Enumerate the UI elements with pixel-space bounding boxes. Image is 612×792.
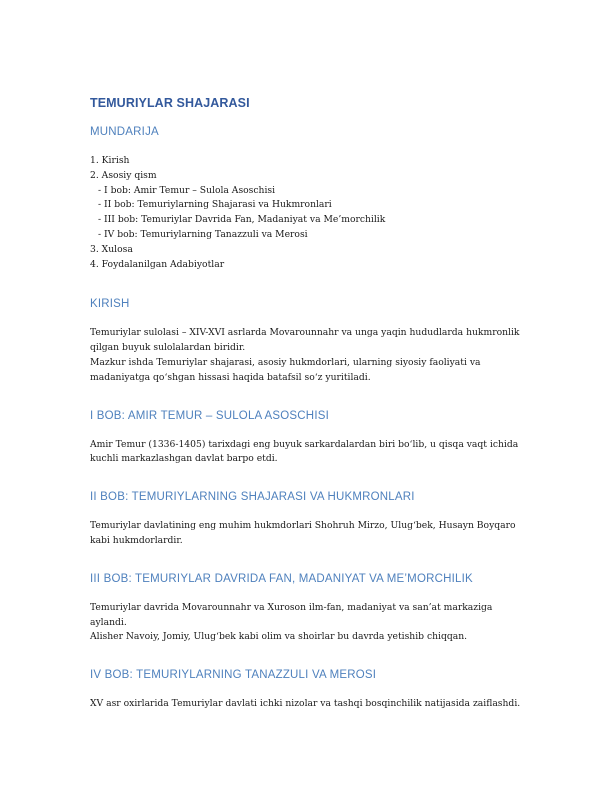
section-line: kabi hukmdorlardir. [90,534,183,546]
section-heading: III BOB: TEMURIYLAR DAVRIDA FAN, MADANIYAT VA ME’MORCHILIK [90,572,473,585]
section-line: Alisher Navoiy, Jomiy, Ulug‘bek kabi olim va shoirlar bu davrda yetishib chiqqan. [90,631,468,643]
section-heading: IV BOB: TEMURIYLARNING TANAZZULI VA MEROSI [90,669,377,682]
contents-heading: MUNDARIJA [90,126,159,138]
section-kirish [90,298,530,385]
toc-item: - I bob: Amir Temur – Sulola Asoschisi [98,184,276,196]
section-heading: II BOB: TEMURIYLARNING SHAJARASI VA HUKMRONLARI [90,491,415,504]
document-title: TEMURIYLAR SHAJARASI [90,96,250,110]
toc-item: 1. Kirish [90,155,130,166]
toc-item: 2. Asosiy qism [90,169,157,181]
section-bob-4 [90,669,530,712]
section-bob-1 [90,410,530,468]
section-line: Temuriylar davlatining eng muhim hukmdorlari Shohruh Mirzo, Ulug‘bek, Husayn Boyqaro [90,520,516,532]
section-line: madaniyatga qo‘shgan hissasi haqida batafsil so‘z yuritiladi. [90,371,371,383]
section-line: Amir Temur (1336-1405) tarixdagi eng buyuk sarkardalardan biri bo‘lib, u qisqa vaqt ichida [90,438,519,450]
toc-item: - II bob: Temuriylarning Shajarasi va Hukmronlari [98,199,332,211]
section-line: kuchli markazlashgan davlat barpo etdi. [90,453,278,465]
table-of-contents [90,154,530,272]
section-bob-3 [90,573,530,645]
toc-item: - IV bob: Temuriylarning Tanazzuli va Merosi [98,228,308,240]
toc-item: 3. Xulosa [90,243,133,255]
section-heading: KIRISH [90,298,130,311]
toc-item: - III bob: Temuriylar Davrida Fan, Madaniyat va Me’morchilik [98,214,386,226]
document-body [90,96,530,712]
section-line: Temuriylar davrida Movarounnahr va Xuroson ilm-fan, madaniyat va san’at markaziga aylandi. [90,601,493,628]
toc-item: 4. Foydalanilgan Adabiyotlar [90,258,225,270]
section-line: Mazkur ishda Temuriylar shajarasi, asosiy hukmdorlari, ularning siyosiy faoliyati va [90,356,481,368]
section-bob-2 [90,491,530,549]
section-line: qilgan buyuk sulolalardan biridir. [90,342,246,354]
section-line: XV asr oxirlarida Temuriylar davlati ichki nizolar va tashqi bosqinchilik natijasida zaiflashdi. [90,698,521,710]
section-line: Temuriylar sulolasi – XIV-XVI asrlarda Movarounnahr va unga yaqin hududlarda hukmronlik [90,327,520,339]
section-heading: I BOB: AMIR TEMUR – SULOLA ASOSCHISI [90,409,329,422]
